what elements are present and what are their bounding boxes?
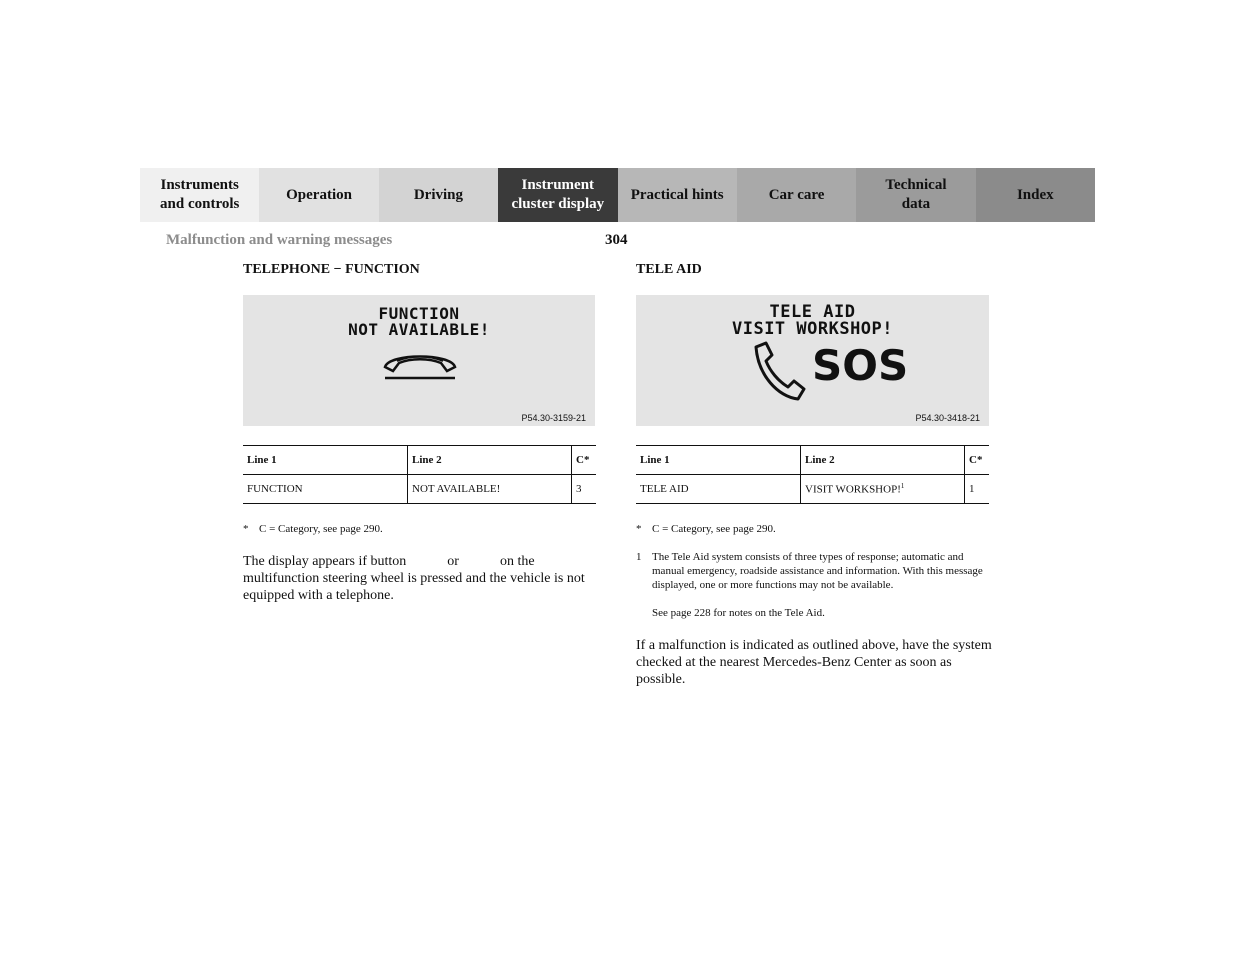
handset-hung-up-icon: [381, 345, 459, 381]
chapter-nav: [140, 168, 1095, 222]
table-header-row: [243, 446, 596, 475]
tab-instrument-cluster-display[interactable]: Instrument cluster display: [498, 168, 617, 222]
footnote-tele-aid: [636, 550, 992, 592]
cluster-display-image: [243, 295, 595, 426]
tab-instruments-and-controls[interactable]: Instruments and controls: [140, 168, 259, 222]
footnote-category: [243, 522, 599, 536]
tab-practical-hints[interactable]: Practical hints: [618, 168, 737, 222]
footnote-text: See page 228 for notes on the Tele Aid.: [652, 607, 825, 619]
display-line-1: FUNCTION: [378, 304, 460, 323]
tab-driving[interactable]: Driving: [379, 168, 498, 222]
tab-technical-data[interactable]: Technical data: [856, 168, 975, 222]
sos-symbol: SOS: [812, 341, 909, 390]
footnote-category: [636, 522, 992, 536]
header-line-1: Line 1: [243, 446, 408, 475]
footnote-text: C = Category, see page 290.: [652, 523, 776, 535]
header-line-1: Line 1: [636, 446, 801, 475]
header-line-2: Line 2: [801, 446, 965, 475]
display-line-1: TELE AID: [769, 302, 856, 322]
footnote-mark: *: [243, 523, 249, 535]
cell-line-2: NOT AVAILABLE!: [408, 475, 572, 504]
display-line-2: VISIT WORKSHOP!: [731, 319, 894, 339]
section-heading: TELE AID: [636, 262, 702, 277]
phone-handset-icon: [750, 341, 806, 403]
tab-car-care[interactable]: Car care: [737, 168, 856, 222]
body-text-part-2: or: [447, 554, 459, 569]
cell-line-1: TELE AID: [636, 475, 801, 504]
cell-line-2: [801, 475, 965, 504]
footnote-ref: 1: [900, 482, 905, 491]
body-text-part-3: on the multifunction steering wheel is pressed and the vehicle is not equipped with a telephone.: [243, 554, 585, 603]
footnote-mark: *: [636, 523, 642, 535]
table-row: [243, 475, 596, 504]
header-category: C*: [965, 446, 990, 475]
cell-line-1: FUNCTION: [243, 475, 408, 504]
tab-index[interactable]: Index: [976, 168, 1095, 222]
display-line-2: NOT AVAILABLE!: [348, 320, 490, 339]
footnote-see-page: [636, 606, 992, 620]
telephone-function-section: [243, 262, 599, 604]
header-category: C*: [572, 446, 597, 475]
tele-aid-section: [636, 262, 992, 688]
page-number: 304: [605, 232, 628, 248]
footnote-indent: [636, 606, 652, 620]
table-header-row: [636, 446, 989, 475]
footnote-number: 1: [636, 551, 642, 563]
body-paragraph: [243, 553, 599, 604]
section-title: Malfunction and warning messages: [166, 232, 393, 248]
body-text-part-1: The display appears if button: [243, 554, 407, 569]
cell-category: 1: [965, 475, 990, 504]
figure-code: P54.30-3159-21: [521, 413, 586, 423]
cell-category: 3: [572, 475, 597, 504]
message-table: [636, 445, 989, 504]
message-table: [243, 445, 596, 504]
footnote-text: C = Category, see page 290.: [259, 523, 383, 535]
section-heading: TELEPHONE − FUNCTION: [243, 262, 420, 277]
tab-operation[interactable]: Operation: [259, 168, 378, 222]
figure-code: P54.30-3418-21: [915, 413, 980, 423]
body-paragraph: If a malfunction is indicated as outlined above, have the system checked at the nearest Mercedes-Benz Center as soon as possible.: [636, 638, 992, 687]
cluster-display-image: [636, 295, 989, 426]
footnote-text: The Tele Aid system consists of three types of response; automatic and manual emergency, roadside assistance and information. With this message displayed, one or more functions may not be available.: [652, 551, 983, 591]
cell-line-2-text: VISIT WORKSHOP!: [805, 483, 901, 496]
header-line-2: Line 2: [408, 446, 572, 475]
table-row: [636, 475, 989, 504]
